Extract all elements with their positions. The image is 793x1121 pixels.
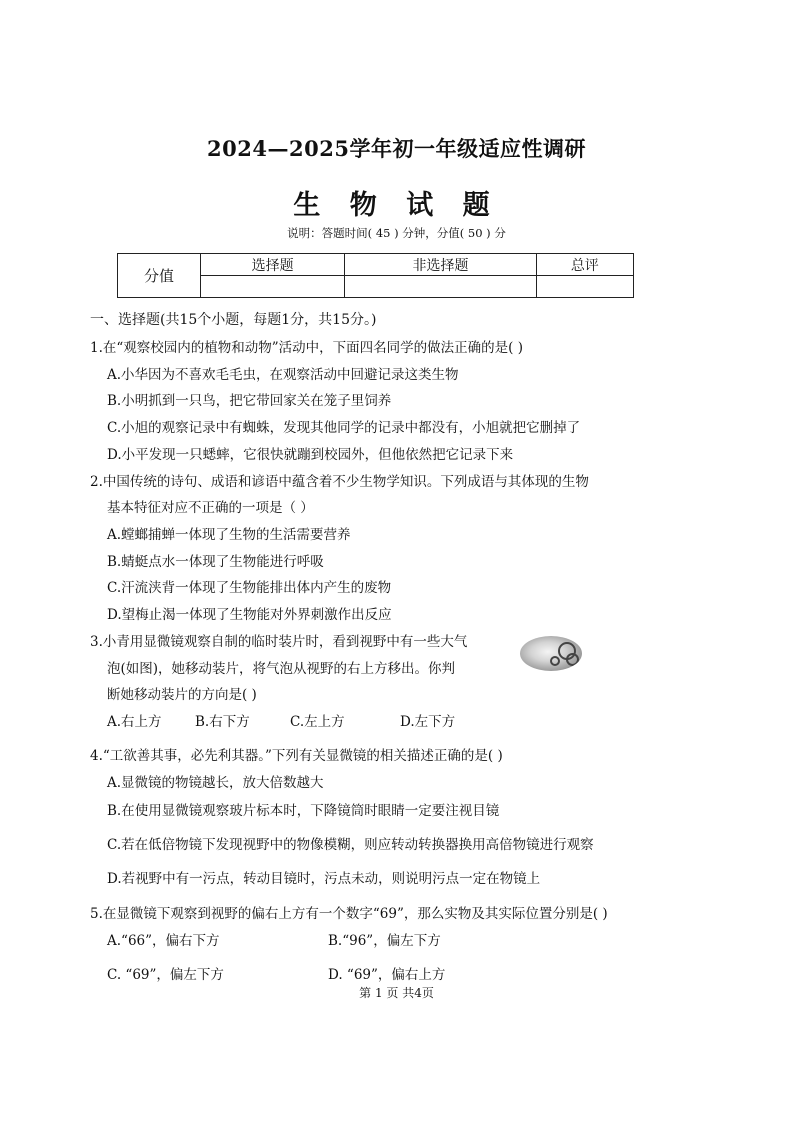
question-5-option-c: C. “69”，偏左下方	[107, 967, 224, 983]
question-5-option-d: D. “69”，偏右上方	[328, 967, 446, 983]
question-1-option-c: C.小旭的观察记录中有蜘蛛，发现其他同学的记录中都没有，小旭就把它删掉了	[107, 420, 581, 436]
question-5-option-b: B.“96”，偏左下方	[328, 933, 441, 949]
question-3-stem-line1: 3.小青用显微镜观察自制的临时装片时，看到视野中有一些大气	[90, 634, 468, 650]
score-col-nonchoice: 非选择题	[345, 254, 536, 276]
question-3-option-c: C.左上方	[290, 714, 345, 730]
question-2-option-d: D.望梅止渴一体现了生物能对外界刺激作出反应	[107, 607, 392, 623]
exam-note: 说明：答题时间( 45 ) 分钟，分值( 50 ) 分	[287, 226, 506, 240]
score-cell-choice[interactable]	[201, 276, 345, 298]
question-4-option-b: B.在使用显微镜观察玻片标本时，下降镜筒时眼睛一定要注视目镜	[107, 803, 500, 819]
air-bubble	[550, 656, 560, 666]
question-1-option-d: D.小平发现一只蟋蟀，它很快就蹦到校园外，但他依然把它记录下来	[107, 447, 514, 463]
question-1-option-a: A.小华因为不喜欢毛毛虫，在观察活动中回避记录这类生物	[107, 367, 459, 383]
question-5-stem: 5.在显微镜下观察到视野的偏右上方有一个数字“69”，那么实物及其实际位置分别是( )	[90, 906, 608, 922]
question-4-option-c: C.若在低倍物镜下发现视野中的物像模糊，则应转动转换器换用高倍物镜进行观察	[107, 837, 594, 853]
score-table	[117, 253, 634, 298]
score-cell-total[interactable]	[536, 276, 633, 298]
question-3-option-d: D.左下方	[400, 714, 456, 730]
score-cell-nonchoice[interactable]	[345, 276, 536, 298]
score-label: 分值	[118, 254, 201, 298]
question-4-option-a: A.显微镜的物镜越长，放大倍数越大	[107, 775, 324, 791]
question-2-stem-line1: 2.中国传统的诗句、成语和谚语中蕴含着不少生物学知识。下列成语与其体现的生物	[90, 474, 589, 490]
question-2-stem-line2: 基本特征对应不正确的一项是（ ）	[107, 500, 314, 516]
page-footer: 第 1 页 共4页	[359, 986, 434, 1000]
section-heading: 一、选择题(共15个小题，每题1分，共15分。)	[90, 312, 377, 328]
question-4-option-d: D.若视野中有一污点，转动目镜时，污点未动，则说明污点一定在物镜上	[107, 871, 541, 887]
question-3-stem-line2: 泡(如图)，她移动装片，将气泡从视野的右上方移出。你判	[107, 661, 456, 677]
score-col-choice: 选择题	[201, 254, 345, 276]
question-3-option-a: A.右上方	[107, 714, 162, 730]
question-2-option-a: A.螳螂捕蝉一体现了生物的生活需要营养	[107, 527, 351, 543]
air-bubble	[566, 653, 579, 666]
question-3-stem-line3: 断她移动装片的方向是( )	[107, 687, 257, 703]
question-1-stem: 1.在“观察校园内的植物和动物”活动中，下面四名同学的做法正确的是( )	[90, 340, 524, 356]
score-col-total: 总评	[536, 254, 633, 276]
question-3-option-b: B.右下方	[195, 714, 250, 730]
microscope-field-image	[520, 636, 582, 671]
question-5-option-a: A.“66”，偏右下方	[107, 933, 220, 949]
question-2-option-b: B.蜻蜓点水一体现了生物能进行呼吸	[107, 554, 324, 570]
question-1-option-b: B.小明抓到一只鸟，把它带回家关在笼子里饲养	[107, 393, 392, 409]
question-2-option-c: C.汗流浃背一体现了生物能排出体内产生的废物	[107, 580, 392, 596]
question-4-stem: 4.“工欲善其事，必先利其器。”下列有关显微镜的相关描述正确的是( )	[90, 748, 503, 764]
subject-title: 生 物 试 题	[293, 190, 500, 221]
exam-title: 2024—2025学年初一年级适应性调研	[207, 136, 586, 161]
